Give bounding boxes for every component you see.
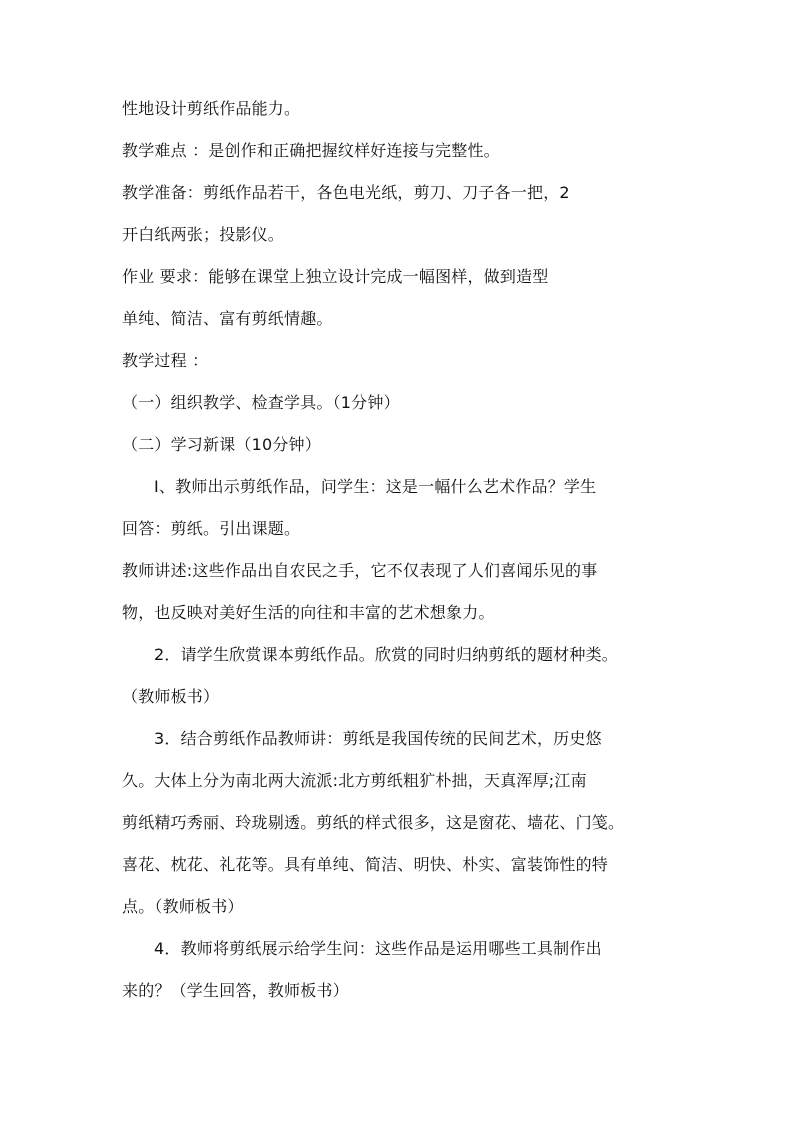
text-line: 教学准备：剪纸作品若干，各色电光纸，剪刀、刀子各一把，2 (122, 183, 570, 202)
text-line: 2．请学生欣赏课本剪纸作品。欣赏的同时归纳剪纸的题材种类。 (154, 645, 618, 664)
text-line: 单纯、简洁、富有剪纸情趣。 (122, 309, 333, 328)
text-line: 3．结合剪纸作品教师讲：剪纸是我国传统的民间艺术，历史悠 (154, 729, 602, 748)
text-line: 4．教师将剪纸展示给学生问：这些作品是运用哪些工具制作出 (154, 939, 602, 958)
text-line: 作业 要求：能够在课堂上独立设计完成一幅图样，做到造型 (122, 267, 549, 286)
text-line: 教学难点 ：是创作和正确把握纹样好连接与完整性。 (122, 141, 500, 160)
text-line: 教学过程 ： (122, 351, 209, 370)
text-line: 回答：剪纸。引出课题。 (122, 519, 301, 538)
text-line: 点。（教师板书） (122, 897, 244, 916)
text-line: 久。大体上分为南北两大流派:北方剪纸粗犷朴拙，天真浑厚;江南 (122, 771, 587, 790)
text-line: （一）组织教学、检查学具。（1分钟） (122, 393, 400, 412)
document-body (122, 98, 682, 1022)
text-line: （二）学习新课（10分钟） (122, 435, 321, 454)
text-line: I、教师出示剪纸作品，问学生：这是一幅什么艺术作品？学生 (154, 477, 597, 496)
text-line: 教师讲述:这些作品出自农民之手，它不仅表现了人们喜闻乐见的事 (122, 561, 598, 580)
text-line: 开白纸两张；投影仪。 (122, 225, 285, 244)
text-line: 物，也反映对美好生活的向往和丰富的艺术想象力。 (122, 603, 495, 622)
text-line: 喜花、枕花、礼花等。具有单纯、简洁、明快、朴实、富装饰性的特 (122, 855, 609, 874)
text-line: 剪纸精巧秀丽、玲珑剔透。剪纸的样式很多，这是窗花、墙花、门笺。 (122, 813, 625, 832)
text-line: 来的？（学生回答，教师板书） (122, 981, 349, 1000)
text-line: 性地设计剪纸作品能力。 (122, 99, 301, 118)
text-line: （教师板书） (122, 687, 220, 706)
